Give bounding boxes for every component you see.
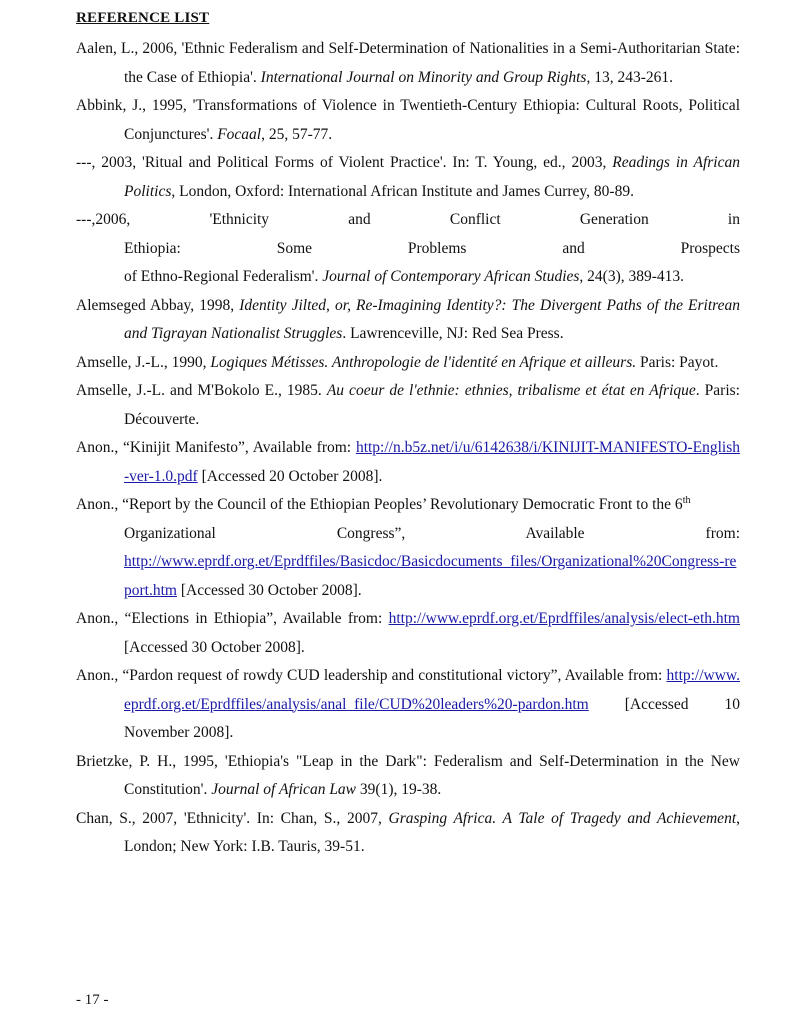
ref-text: of Ethno-Regional Federalism'. <box>124 268 323 285</box>
page-number: - 17 - <box>76 992 109 1008</box>
reference-entry <box>76 491 740 605</box>
ref-text: Chan, S., 2007, 'Ethnicity'. In: Chan, S., 2007, <box>76 809 389 827</box>
ref-text: Alemseged Abbay, 1998, <box>76 296 240 314</box>
reference-list <box>76 35 740 862</box>
page-title: REFERENCE LIST <box>76 10 210 26</box>
reference-entry <box>76 748 740 805</box>
reference-entry <box>76 662 740 748</box>
ref-url-link[interactable]: http://www.eprdf.org.et/Eprdffiles/analysis/anal_file/CUD%20leaders%20-pardon.htm <box>124 667 740 713</box>
ref-line <box>124 263 740 292</box>
ref-text: Amselle, J.-L. and M'Bokolo E., 1985. <box>76 382 327 399</box>
ref-title: Journal of African Law <box>211 781 357 798</box>
ref-text: ---, 2003, 'Ritual and Political Forms of Violent Practice'. In: T. Young, ed., 2003, <box>76 154 613 171</box>
ref-text: . Lawrenceville, NJ: Red Sea Press. <box>342 325 564 342</box>
ref-text: Paris: Payot. <box>636 353 719 371</box>
ref-text: Anon., “Report by the Council of the Ethiopian Peoples’ Revolutionary Democratic Front to the 6 <box>76 496 683 513</box>
ref-title: Journal of Contemporary African Studies, <box>322 268 584 285</box>
ref-text: Aalen, L., 2006, 'Ethnic Federalism and Self-Determination of Nationalities in a Semi-Authoritarian State: the Case of Ethiopia'. <box>76 40 740 86</box>
reference-entry <box>76 292 740 349</box>
ref-text: , 25, 57-77. <box>261 125 333 143</box>
ref-line: ---,2006, 'Ethnicity and Conflict Generation in <box>76 211 740 228</box>
ref-text: Abbink, J., 1995, 'Transformations of Violence in Twentieth-Century Ethiopia: Cultural Roots, Political Conjunctures'. <box>76 97 740 143</box>
ref-text: , London; New York: I.B. Tauris, 39-51. <box>124 809 740 855</box>
ref-text: Amselle, J.-L., 1990, <box>76 353 211 371</box>
ref-title: Au coeur de l'ethnie: ethnies, tribalisme et état en Afrique <box>326 382 696 399</box>
ref-text: , London, Oxford: International African Institute and James Currey, 80-89. <box>171 182 634 200</box>
ref-text: [Accessed 30 October 2008]. <box>176 581 362 599</box>
ref-text: 24(3), 389-413. <box>583 268 685 285</box>
reference-entry <box>76 605 740 662</box>
ref-title: Readings in African Politics <box>124 154 740 200</box>
ref-line <box>76 491 740 520</box>
reference-entry <box>76 92 740 149</box>
ref-line <box>124 548 740 605</box>
ref-superscript: th <box>682 494 691 506</box>
ref-url-link[interactable]: http://n.b5z.net/i/u/6142638/i/KINIJIT-MANIFESTO-English-ver-1.0.pdf <box>124 439 740 485</box>
reference-entry <box>76 805 740 862</box>
ref-text: 39(1), 19-38. <box>356 781 442 798</box>
ref-text: [Accessed 10 November 2008]. <box>124 695 740 741</box>
ref-text: [Accessed 20 October 2008]. <box>197 467 383 485</box>
reference-entry <box>76 35 740 92</box>
ref-text: [Accessed 30 October 2008]. <box>124 638 305 656</box>
ref-text: Anon., “Elections in Ethiopia”, Available from: <box>76 610 389 627</box>
reference-entry <box>76 149 740 206</box>
ref-title: Grasping Africa. A Tale of Tragedy and Achievement <box>388 809 737 827</box>
reference-entry <box>76 349 740 378</box>
reference-entry <box>76 206 740 292</box>
ref-text: Brietzke, P. H., 1995, 'Ethiopia's "Leap in the Dark": Federalism and Self-Determination in the New Constitution'. <box>76 752 740 798</box>
ref-line: Organizational Congress”, Available from: <box>124 524 740 542</box>
ref-text: Anon., “Kinijit Manifesto”, Available from: <box>76 439 356 456</box>
ref-text: , 13, 243-261. <box>586 68 673 86</box>
ref-title: Focaal <box>217 125 262 143</box>
ref-url-link[interactable]: http://www.eprdf.org.et/Eprdffiles/analysis/elect-eth.htm <box>388 610 740 627</box>
ref-title: Logiques Métisses. Anthropologie de l'identité en Afrique et ailleurs. <box>210 353 637 371</box>
reference-entry <box>76 434 740 491</box>
ref-text: Anon., “Pardon request of rowdy CUD leadership and constitutional victory”, Available from: <box>76 667 667 684</box>
ref-text: . Paris: Découverte. <box>124 382 740 428</box>
ref-line: Ethiopia: Some Problems and Prospects <box>124 239 740 257</box>
ref-url-link[interactable]: http://www.eprdf.org.et/Eprdffiles/Basicdoc/Basicdocuments_files/Organizational%20Congress-report.htm <box>124 553 737 599</box>
ref-title: Identity Jilted, or, Re-Imagining Identity?: The Divergent Paths of the Eritrean and Tigrayan Nationalist Struggles <box>124 296 740 342</box>
ref-title: International Journal on Minority and Group Rights <box>260 68 587 86</box>
reference-entry <box>76 377 740 434</box>
